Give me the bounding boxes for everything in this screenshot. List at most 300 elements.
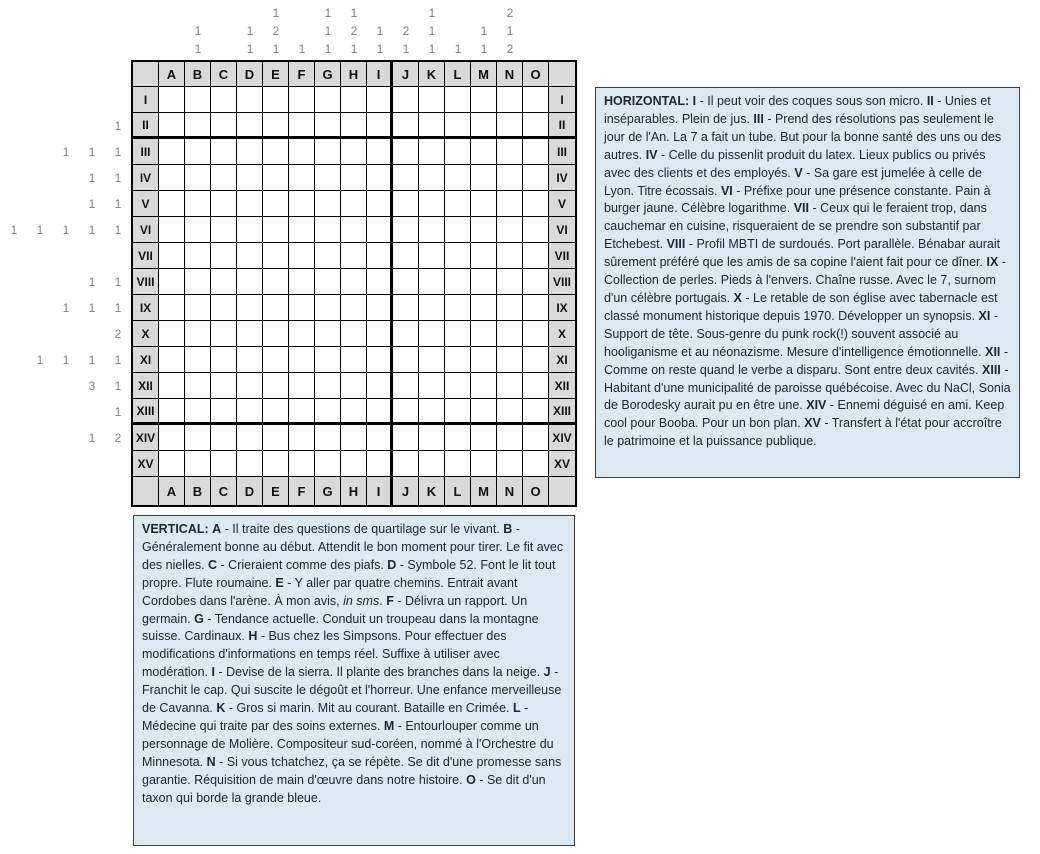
grid-cell[interactable] [367,113,393,139]
grid-cell[interactable] [367,165,393,191]
clue-label: VII [793,201,809,216]
grid-cell[interactable] [237,321,263,347]
row-header: VIII [549,269,575,295]
grid-cell[interactable] [289,113,315,139]
grid-cell[interactable] [367,139,393,165]
grid-cell[interactable] [289,87,315,113]
grid-cell[interactable] [185,191,211,217]
grid-cell[interactable] [419,165,445,191]
grid-cell[interactable] [341,269,367,295]
grid-cell[interactable] [445,347,471,373]
grid-cell[interactable] [523,165,549,191]
grid-cell[interactable] [159,295,185,321]
grid-cell[interactable] [445,87,471,113]
grid-cell[interactable] [497,321,523,347]
grid-cell[interactable] [211,347,237,373]
grid-cell[interactable] [393,321,419,347]
grid-cell[interactable] [237,165,263,191]
column-header: N [497,477,523,505]
grid-cell[interactable] [341,347,367,373]
column-count: 1 [324,42,332,56]
grid-cell[interactable] [523,347,549,373]
grid-cell[interactable] [185,113,211,139]
row-count [79,321,105,347]
row-count [1,87,27,113]
grid-cell[interactable] [471,451,497,477]
grid-cell[interactable] [393,399,419,425]
grid-cell[interactable] [159,269,185,295]
grid-cell[interactable] [523,87,549,113]
grid-cell[interactable] [497,243,523,269]
corner-cell [133,62,159,87]
column-header: K [419,477,445,505]
grid-cell[interactable] [471,87,497,113]
row-header: II [133,113,159,139]
row-count [1,113,27,139]
grid-cell[interactable] [523,295,549,321]
grid-cell[interactable] [237,347,263,373]
clue-label: O [466,772,476,787]
grid-cell[interactable] [263,425,289,451]
grid-cell[interactable] [185,321,211,347]
grid-cell[interactable] [263,113,289,139]
column-count: 1 [402,42,410,56]
grid-cell[interactable] [211,295,237,321]
grid-cell[interactable] [471,399,497,425]
column-count [523,41,549,58]
grid-cell[interactable] [289,269,315,295]
grid-cell[interactable] [523,217,549,243]
row-count [27,373,53,399]
grid-cell[interactable] [367,321,393,347]
grid-cell[interactable] [341,425,367,451]
grid-cell[interactable] [185,243,211,269]
row-count: 1 [62,301,70,315]
grid-cell[interactable] [497,165,523,191]
clue-label: H [248,629,258,644]
grid-cell[interactable] [471,217,497,243]
grid-cell[interactable] [159,451,185,477]
grid-cell[interactable] [393,451,419,477]
grid-cell[interactable] [523,425,549,451]
grid-cell[interactable] [315,373,341,399]
grid-cell[interactable] [237,425,263,451]
grid-cell[interactable] [341,217,367,243]
grid-cell[interactable] [185,217,211,243]
row-header: XV [549,451,575,477]
grid-cell[interactable] [315,269,341,295]
grid-cell[interactable] [289,295,315,321]
grid-cell[interactable] [211,139,237,165]
grid-cell[interactable] [393,191,419,217]
column-header: O [523,62,549,87]
grid-cell[interactable] [367,347,393,373]
grid-cell[interactable] [393,243,419,269]
grid-cell[interactable] [211,269,237,295]
grid-cell[interactable] [341,451,367,477]
grid-cell[interactable] [445,113,471,139]
grid-cell[interactable] [367,243,393,269]
column-count: 1 [376,24,384,38]
grid-cell[interactable] [159,347,185,373]
grid-cell[interactable] [419,269,445,295]
row-count [53,321,79,347]
grid-cell[interactable] [289,347,315,373]
corner-cell [133,477,159,505]
grid-cell[interactable] [419,139,445,165]
row-header: VI [133,217,159,243]
grid-cell[interactable] [419,425,445,451]
grid-cell[interactable] [367,87,393,113]
grid-cell[interactable] [497,269,523,295]
grid-cell[interactable] [315,191,341,217]
grid-cell[interactable] [263,243,289,269]
grid-cell[interactable] [367,399,393,425]
column-count: 1 [428,42,436,56]
grid-cell[interactable] [237,139,263,165]
grid-cell[interactable] [185,451,211,477]
grid-cell[interactable] [159,87,185,113]
row-count: 1 [88,145,96,159]
grid-cell[interactable] [445,321,471,347]
grid-cell[interactable] [185,347,211,373]
grid-cell[interactable] [445,373,471,399]
grid-cell[interactable] [393,425,419,451]
grid-cell[interactable] [159,139,185,165]
column-header: J [393,62,419,87]
grid-cell[interactable] [523,269,549,295]
clue-label: XII [985,344,1001,359]
grid-cell[interactable] [367,295,393,321]
grid-cell[interactable] [419,451,445,477]
row-header: V [549,191,575,217]
grid-cell[interactable] [185,139,211,165]
column-count: 2 [506,42,514,56]
grid-cell[interactable] [341,321,367,347]
grid-cell[interactable] [393,87,419,113]
row-count [53,87,79,113]
grid-cell[interactable] [263,139,289,165]
grid-cell[interactable] [159,373,185,399]
grid-cell[interactable] [523,139,549,165]
row-count [27,139,53,165]
column-header: M [471,62,497,87]
row-count: 2 [114,431,122,445]
grid-cell[interactable] [393,269,419,295]
grid-cell[interactable] [341,139,367,165]
grid-cell[interactable] [341,399,367,425]
row-header: XII [549,373,575,399]
grid-cell[interactable] [211,399,237,425]
row-count [27,113,53,139]
grid-cell[interactable] [211,113,237,139]
column-count: 1 [350,42,358,56]
grid-cell[interactable] [341,295,367,321]
grid-cell[interactable] [263,373,289,399]
row-count [1,165,27,191]
grid-cell[interactable] [289,399,315,425]
grid-cell[interactable] [237,451,263,477]
grid-cell[interactable] [419,295,445,321]
grid-cell[interactable] [497,451,523,477]
grid-cell[interactable] [159,113,185,139]
grid-cell[interactable] [393,373,419,399]
grid-cell[interactable] [419,321,445,347]
grid-cell[interactable] [471,347,497,373]
grid-cell[interactable] [211,165,237,191]
grid-cell[interactable] [419,399,445,425]
clue-label: I [692,94,697,108]
grid-cell[interactable] [497,139,523,165]
grid-cell[interactable] [159,321,185,347]
grid-cell[interactable] [393,347,419,373]
grid-cell[interactable] [367,269,393,295]
column-count: 1 [246,42,254,56]
row-count [27,191,53,217]
clue-label: IV [645,147,658,162]
grid-cell[interactable] [445,139,471,165]
horizontal-heading: HORIZONTAL: [604,94,690,108]
grid-cell[interactable] [523,399,549,425]
grid-cell[interactable] [185,165,211,191]
grid-cell[interactable] [211,451,237,477]
clue-label: II [926,94,934,108]
grid-cell[interactable] [419,191,445,217]
grid-cell[interactable] [471,321,497,347]
grid-cell[interactable] [315,451,341,477]
column-count: 1 [428,6,436,20]
grid-cell[interactable] [289,165,315,191]
grid-cell[interactable] [393,217,419,243]
row-count [1,399,27,425]
row-count [53,451,79,477]
clue-label: N [206,754,216,769]
grid-cell[interactable] [471,425,497,451]
grid-cell[interactable] [471,191,497,217]
grid-cell[interactable] [315,165,341,191]
grid-cell[interactable] [263,87,289,113]
row-count [79,399,105,425]
column-header: K [419,62,445,87]
grid-cell[interactable] [211,373,237,399]
grid-cell[interactable] [419,347,445,373]
grid-cell[interactable] [471,113,497,139]
grid-cell[interactable] [445,165,471,191]
grid-cell[interactable] [523,321,549,347]
grid-cell[interactable] [341,165,367,191]
grid-cell[interactable] [289,191,315,217]
grid-cell[interactable] [289,451,315,477]
column-header: D [237,62,263,87]
grid-cell[interactable] [393,165,419,191]
clue-label: I [211,665,215,680]
grid-cell[interactable] [445,217,471,243]
grid-cell[interactable] [341,243,367,269]
row-count [27,321,53,347]
column-count [523,24,549,41]
grid-cell[interactable] [315,243,341,269]
grid-cell[interactable] [367,217,393,243]
grid-cell[interactable] [341,87,367,113]
grid-cell[interactable] [471,139,497,165]
grid-cell[interactable] [471,373,497,399]
horizontal-clues-box [595,87,1020,478]
grid-cell[interactable] [263,321,289,347]
grid-cell[interactable] [211,217,237,243]
grid-cell[interactable] [185,399,211,425]
grid-cell[interactable] [159,425,185,451]
grid-cell[interactable] [497,191,523,217]
grid-cell[interactable] [289,139,315,165]
grid-cell[interactable] [185,269,211,295]
grid-cell[interactable] [523,243,549,269]
grid-cell[interactable] [263,295,289,321]
grid-cell[interactable] [341,113,367,139]
grid-cell[interactable] [497,399,523,425]
grid-cell[interactable] [289,373,315,399]
grid-cell[interactable] [211,425,237,451]
row-count [1,451,27,477]
grid-cell[interactable] [185,373,211,399]
grid-cell[interactable] [237,113,263,139]
column-header: G [315,477,341,505]
grid-cell[interactable] [289,217,315,243]
grid-cell[interactable] [445,243,471,269]
horizontal-clues-text: I - Il peut voir des coques sous son micro. II - Unies et inséparables. Plein de jus. III - Prend des résolutions pas seulement le jour de l'An. La 7 a fait un tube. But pour la bonne santé des uns ou des autres. IV - Celle du pissenlit produit du latex. Lieux publics ou privés avec des clients et des employés. V - Sa gare est jumelée à celle de Lyon. Titre écossais. VI - Préfixe pour une présence constante. Pain à burger jaune. Célèbre logarithme. VII - Ceux qui le feraient trop, dans cauchemar en cuisine, risqueraient de se prendre son substantif par Etchebest. VIII - Profil MBTI de surdoués. Port parallèle. Bénabar aurait sûrement préféré que les amis de sa copine l'aient fait pour ce dîner. IX - Collection de perles. Pieds à l'envers. Chaîne russe. Avec le 7, surnom d'un célèbre portugais. X - Le retable de son église avec tabernacle est classé monument historique depuis 1970. Développer un synopsis. XI - Support de tête. Sous-genre du punk rock(!) souvent associé au hooliganisme et au néonazisme. Mesure d'intelligence émotionnelle. XII - Comme on reste quand le verbe a disparu. Sont entre deux cavités. XIII - Habitant d'une municipalité de paroisse québécoise. Avec du NaCl, Sonia de Borodesky aurait pu en être une. XIV - Ennemi déguisé en ami. Keep cool pour Booba. Pour un bon plan. XV - Transfert à l'état pour accroître le patrimoine et la puissance publique. [604,94,1011,449]
column-count: 1 [272,6,280,20]
grid-cell[interactable] [445,451,471,477]
column-header: J [393,477,419,505]
grid-cell[interactable] [237,217,263,243]
grid-cell[interactable] [471,165,497,191]
grid-cell[interactable] [263,165,289,191]
grid-cell[interactable] [419,243,445,269]
grid-cell[interactable] [367,425,393,451]
grid-cell[interactable] [445,191,471,217]
grid-cell[interactable] [159,243,185,269]
grid-cell[interactable] [315,139,341,165]
grid-cell[interactable] [393,113,419,139]
grid-cell[interactable] [341,373,367,399]
grid-cell[interactable] [523,451,549,477]
grid-cell[interactable] [523,373,549,399]
grid-cell[interactable] [497,217,523,243]
row-header: IX [549,295,575,321]
grid-cell[interactable] [419,87,445,113]
grid-cell[interactable] [237,243,263,269]
grid-cell[interactable] [445,295,471,321]
grid-cell[interactable] [497,295,523,321]
grid-cell[interactable] [471,295,497,321]
grid-cell[interactable] [419,217,445,243]
row-count [1,425,27,451]
grid-cell[interactable] [367,191,393,217]
grid-cell[interactable] [497,113,523,139]
count-spacer [133,41,159,58]
grid-cell[interactable] [341,191,367,217]
grid-cell[interactable] [211,243,237,269]
grid-cell[interactable] [523,191,549,217]
grid-cell[interactable] [237,399,263,425]
clue-label: XIII [982,362,1001,377]
grid-cell[interactable] [497,347,523,373]
corner-cell [549,62,575,87]
grid-cell[interactable] [263,399,289,425]
grid-cell[interactable] [393,295,419,321]
grid-cell[interactable] [263,217,289,243]
grid-cell[interactable] [237,295,263,321]
grid-cell[interactable] [471,269,497,295]
grid-cell[interactable] [445,269,471,295]
grid-cell[interactable] [289,243,315,269]
grid-cell[interactable] [419,113,445,139]
column-header: G [315,62,341,87]
grid-cell[interactable] [315,295,341,321]
grid-cell[interactable] [523,113,549,139]
grid-cell[interactable] [315,87,341,113]
grid-cell[interactable] [159,191,185,217]
grid-cell[interactable] [367,373,393,399]
grid-cell[interactable] [445,425,471,451]
grid-cell[interactable] [159,217,185,243]
grid-cell[interactable] [237,87,263,113]
row-count [53,425,79,451]
grid-cell[interactable] [315,399,341,425]
grid-cell[interactable] [263,347,289,373]
grid-cell[interactable] [211,87,237,113]
grid-cell[interactable] [237,373,263,399]
grid-cell[interactable] [315,425,341,451]
row-count [105,87,131,113]
row-count: 1 [114,405,122,419]
row-count: 3 [88,379,96,393]
row-count [1,321,27,347]
grid-cell[interactable] [185,425,211,451]
grid-cell[interactable] [185,87,211,113]
column-header: B [185,62,211,87]
grid-cell[interactable] [211,321,237,347]
grid-cell[interactable] [185,295,211,321]
grid-cell[interactable] [393,139,419,165]
grid-cell[interactable] [159,399,185,425]
grid-cell[interactable] [289,425,315,451]
grid-cell[interactable] [497,425,523,451]
grid-cell[interactable] [263,451,289,477]
grid-cell[interactable] [237,269,263,295]
grid-cell[interactable] [445,399,471,425]
row-header: VII [549,243,575,269]
row-count: 1 [88,275,96,289]
grid-cell[interactable] [315,217,341,243]
grid-cell[interactable] [367,451,393,477]
grid-cell[interactable] [315,113,341,139]
grid-cell[interactable] [471,243,497,269]
column-header: A [159,62,185,87]
row-count [105,451,131,477]
grid-cell[interactable] [419,373,445,399]
grid-cell[interactable] [497,87,523,113]
grid-cell[interactable] [263,191,289,217]
clue-label: XIV [806,398,827,413]
grid-cell[interactable] [315,347,341,373]
grid-cell[interactable] [263,269,289,295]
grid-cell[interactable] [289,321,315,347]
grid-cell[interactable] [497,373,523,399]
grid-cell[interactable] [159,165,185,191]
grid-cell[interactable] [315,321,341,347]
grid-cell[interactable] [237,191,263,217]
grid-cell[interactable] [211,191,237,217]
